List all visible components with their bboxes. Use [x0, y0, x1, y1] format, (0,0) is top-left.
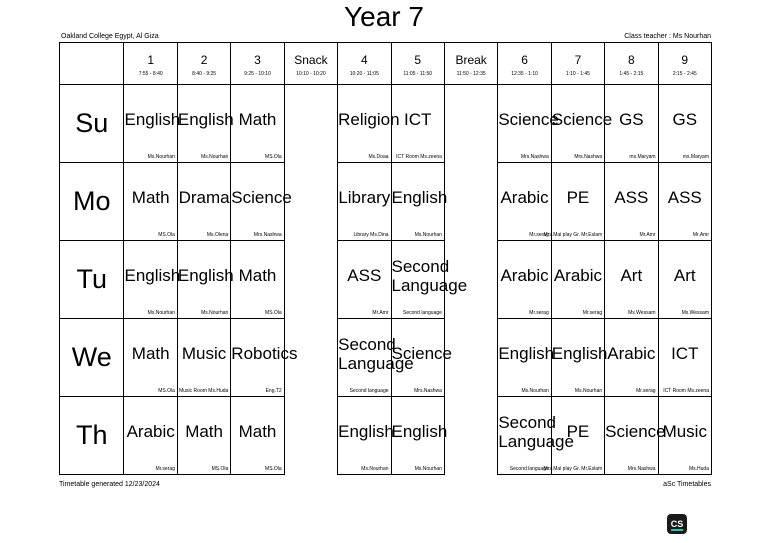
lesson-cell — [543, 397, 604, 475]
subject-name: Second Language — [338, 334, 414, 373]
teacher-name: Ms.Nourhan — [521, 388, 549, 394]
lesson-cell — [498, 319, 555, 397]
corner-cell — [60, 43, 124, 85]
break-cell — [284, 85, 337, 163]
teacher-name: Ms.Nourhan — [574, 388, 603, 394]
subject-name: ICT — [404, 110, 432, 129]
subject-name: Second Language — [391, 256, 468, 295]
teacher-name: Ms.Nourhan — [201, 310, 229, 316]
period-header: Snack 10:10 - 10:20 — [284, 43, 337, 85]
subject-name: Library — [338, 188, 391, 207]
lesson-cell — [338, 85, 400, 163]
subject-name: Arabic — [500, 266, 549, 285]
teacher-name: Mr.Amr — [639, 232, 656, 238]
break-cell — [284, 163, 337, 241]
lesson-cell — [605, 397, 666, 475]
teacher-name: Mrs.Nashwa — [253, 232, 282, 238]
subject-name: Arabic — [607, 344, 656, 363]
lesson-cell — [338, 163, 391, 241]
teacher-name: Mr.serag — [529, 232, 549, 238]
lesson-cell — [391, 85, 444, 163]
teacher-name: MS.Ola — [265, 154, 282, 160]
teacher-name: MS.Ola — [265, 466, 282, 472]
teacher-name: Mrs.Mai play Gr. Mr.Eslam — [543, 466, 603, 472]
teacher-name: Mrs.Nashwa — [627, 466, 656, 472]
subject-name: English — [124, 266, 181, 285]
camscanner-logo-icon: CS — [667, 514, 687, 534]
subject-name: Math — [238, 110, 277, 129]
subject-name: ASS — [614, 188, 649, 207]
timetable-title: Year 7 — [344, 1, 424, 32]
teacher-name: Ms.Nourhan — [147, 154, 175, 160]
day-row — [60, 163, 712, 241]
period-header: 3 9:25 - 10:10 — [231, 43, 284, 85]
lesson-cell — [124, 85, 181, 163]
lesson-cell — [658, 163, 711, 241]
teacher-name: Ms.Olena — [206, 232, 229, 238]
lesson-cell — [551, 319, 608, 397]
subject-name: Science — [231, 188, 292, 207]
lesson-cell — [231, 319, 298, 397]
period-header: 9 2:15 - 2:45 — [658, 43, 711, 85]
subject-name: GS — [672, 110, 698, 129]
subject-name: English — [177, 266, 234, 285]
period-header-row — [60, 43, 712, 85]
teacher-name: Mrs.Nashwa — [574, 154, 603, 160]
lesson-cell — [551, 85, 613, 163]
subject-name: PE — [566, 422, 590, 441]
subject-name: English — [338, 422, 394, 441]
lesson-cell — [391, 241, 468, 319]
break-cell — [284, 241, 337, 319]
teacher-name: Ms.Huda — [688, 466, 709, 472]
teacher-name: Ms.Nourhan — [201, 154, 229, 160]
teacher-name: MS.Ola — [265, 310, 282, 316]
subject-name: Math — [131, 344, 170, 363]
subject-name: Science — [498, 110, 559, 129]
subject-name: Music — [181, 344, 227, 363]
lesson-cell — [605, 241, 658, 319]
teacher-name: Mr.Amr — [372, 310, 389, 316]
teacher-name: Ms.Wessam — [681, 310, 709, 316]
teacher-name: Second language — [509, 466, 549, 472]
teacher-name: ms.Maryam — [629, 154, 656, 160]
teacher-name: Eng.T2 — [265, 388, 282, 394]
lesson-cell — [498, 241, 551, 319]
subject-name: PE — [566, 188, 590, 207]
teacher-name: Music Room Ms.Huda — [179, 388, 229, 394]
break-cell — [284, 319, 337, 397]
day-row — [60, 319, 712, 397]
break-cell — [444, 85, 497, 163]
lesson-cell — [498, 163, 551, 241]
subject-name: Math — [238, 422, 277, 441]
teacher-name: Mr.serag — [582, 310, 603, 316]
lesson-cell — [177, 397, 230, 475]
teacher-name: Ms.Doaa — [368, 154, 389, 160]
subject-name: Arabic — [500, 188, 549, 207]
teacher-name: Ms.Wessam — [628, 310, 656, 316]
subject-name: English — [391, 188, 448, 207]
subject-name: Second Language — [498, 412, 574, 451]
day-label: Tu — [60, 241, 124, 319]
period-header: Break 11:50 - 12:35 — [444, 43, 497, 85]
subject-name: Arabic — [126, 422, 175, 441]
teacher-name: Second language — [402, 310, 442, 316]
teacher-name: Ms.Nourhan — [414, 232, 442, 238]
teacher-name: MS.Ola — [158, 232, 175, 238]
period-header: 6 12:35 - 1:10 — [498, 43, 551, 85]
subject-name: Religion — [338, 110, 400, 129]
lesson-cell — [124, 241, 181, 319]
subject-name: English — [177, 110, 234, 129]
teacher-name: MS.Ola — [211, 466, 229, 472]
lesson-cell — [391, 319, 452, 397]
teacher-name: Mrs.Nashwa — [414, 388, 442, 394]
period-header: 5 11:05 - 11:50 — [391, 43, 444, 85]
day-row — [60, 85, 712, 163]
lesson-cell — [124, 319, 177, 397]
lesson-cell — [543, 163, 604, 241]
lesson-cell — [338, 319, 414, 397]
break-cell — [444, 397, 497, 475]
teacher-name: ICT Room Ms.zeena — [396, 154, 442, 160]
subject-name: English — [551, 344, 608, 363]
lesson-cell — [605, 85, 658, 163]
lesson-cell — [658, 397, 711, 475]
lesson-cell — [231, 85, 284, 163]
teacher-name: Ms.Nourhan — [414, 466, 442, 472]
break-cell — [444, 319, 497, 397]
lesson-cell — [177, 241, 234, 319]
subject-name: ASS — [347, 266, 382, 285]
lesson-cell — [338, 397, 394, 475]
software-credit: aSc Timetables — [663, 481, 711, 488]
lesson-cell — [124, 397, 177, 475]
subject-name: GS — [619, 110, 644, 129]
day-row — [60, 241, 712, 319]
teacher-name: Mr.serag — [155, 466, 175, 472]
lesson-cell — [231, 163, 292, 241]
period-header: 2 8:40 - 9:25 — [177, 43, 230, 85]
lesson-cell — [177, 319, 230, 397]
subject-name: Arabic — [553, 266, 603, 285]
subject-name: Art — [673, 266, 696, 285]
subject-name: Music — [662, 422, 707, 441]
timetable-grid — [59, 42, 712, 475]
lesson-cell — [231, 397, 284, 475]
subject-name: English — [124, 110, 181, 129]
lesson-cell — [177, 163, 230, 241]
subject-name: Science — [551, 110, 613, 129]
period-header: 7 1:10 - 1:45 — [551, 43, 604, 85]
subject-name: English — [498, 344, 555, 363]
day-label: Th — [60, 397, 124, 475]
teacher-name: Second language — [349, 388, 389, 394]
subject-name: English — [391, 422, 448, 441]
school-name: Oakland College Egypt, Al Giza — [61, 33, 159, 40]
break-cell — [284, 397, 337, 475]
lesson-cell — [658, 319, 711, 397]
subject-name: ASS — [667, 188, 702, 207]
teacher-name: Mr.serag — [636, 388, 656, 394]
teacher-name: Ms.Nourhan — [361, 466, 389, 472]
subject-name: Robotics — [231, 344, 298, 363]
teacher-name: ms.Maryam — [682, 154, 709, 160]
teacher-name: Library Ms.Dina — [353, 232, 389, 238]
teacher-name: Mrs.Mai play Gr. Mr.Eslam — [543, 232, 603, 238]
subject-name: ICT — [671, 344, 699, 363]
lesson-cell — [338, 241, 391, 319]
day-label: Su — [60, 85, 124, 163]
subject-name: Math — [131, 188, 170, 207]
lesson-cell — [177, 85, 234, 163]
lesson-cell — [124, 163, 177, 241]
subject-name: Drama — [178, 188, 230, 207]
teacher-name: Mr.Amr — [692, 232, 709, 238]
lesson-cell — [391, 163, 448, 241]
lesson-cell — [391, 397, 448, 475]
lesson-cell — [605, 163, 658, 241]
subject-name: Science — [605, 422, 666, 441]
teacher-name: Mrs.Nashwa — [520, 154, 549, 160]
subject-name: Art — [620, 266, 643, 285]
lesson-cell — [231, 241, 284, 319]
day-label: Mo — [60, 163, 124, 241]
teacher-name: MS.Ola — [158, 388, 175, 394]
day-label: We — [60, 319, 124, 397]
day-row — [60, 397, 712, 475]
subject-name: Math — [238, 266, 277, 285]
subject-name: Science — [391, 344, 452, 363]
lesson-cell — [658, 241, 711, 319]
teacher-name: Ms.Nourhan — [147, 310, 175, 316]
teacher-name: ICT Room Ms.zeena — [663, 388, 709, 394]
break-cell — [444, 241, 497, 319]
generated-date: Timetable generated 12/23/2024 — [59, 481, 160, 488]
break-cell — [444, 163, 497, 241]
period-header: 4 10:20 - 11:05 — [338, 43, 391, 85]
period-header: 1 7:55 - 8:40 — [124, 43, 177, 85]
period-header: 8 1:45 - 2:15 — [605, 43, 658, 85]
class-teacher: Class teacher : Ms Nourhan — [624, 33, 711, 40]
lesson-cell — [658, 85, 711, 163]
lesson-cell — [498, 85, 559, 163]
teacher-name: Mr.serag — [529, 310, 549, 316]
lesson-cell — [605, 319, 658, 397]
lesson-cell — [551, 241, 604, 319]
subject-name: Math — [185, 422, 223, 441]
